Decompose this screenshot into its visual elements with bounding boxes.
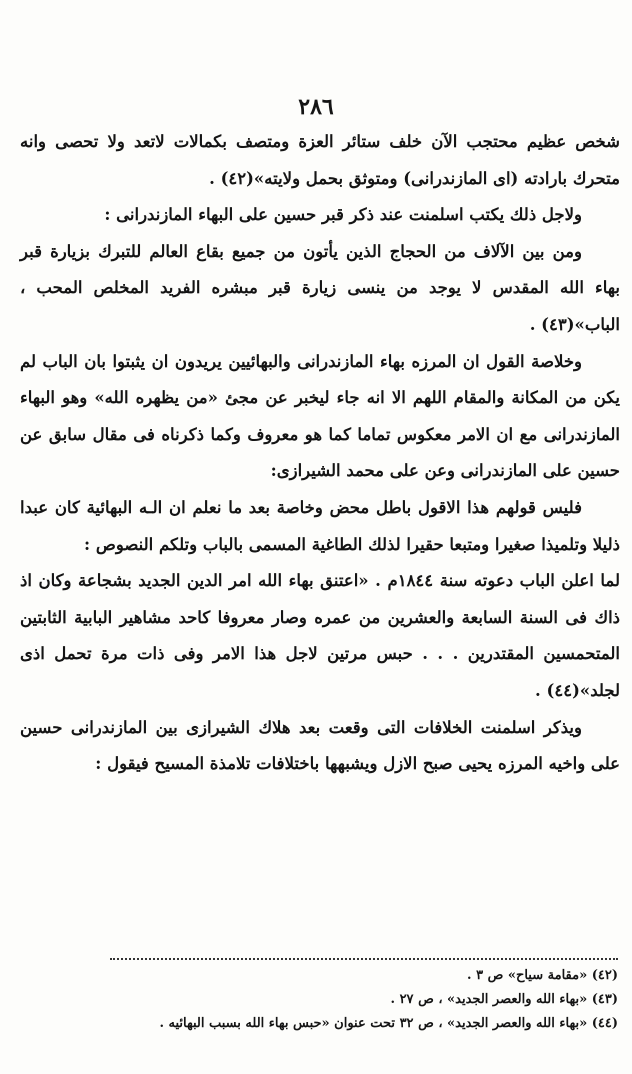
footnote: (٤٤) «بهاء الله والعصر الجديد» ، ص ٣٢ تحت عنوان «حبس بهاء الله بسبب البهائيه . — [159, 1016, 618, 1031]
paragraph: لما اعلن الباب دعوته سنة ١٨٤٤م . «اعتنق بهاء الله امر الدين الجديد بشجاعة وكان اذ ذاك فى السنة السابعة والعشرين من عمره وصار معروفا كاحد مشاهير البابية الثابتين المتحمسين المقتدرين . . . حبس مرتين لاجل هذا الامر وفى ذات مرة تحمل اذى لجلد»(٤٤) . — [20, 571, 620, 700]
paragraph: ويذكر اسلمنت الخلافات التى وقعت بعد هلاك الشيرازى بين المازندرانى حسين على واخيه المرزه يحيى صبح الازل ويشبهها باختلافات تلامذة المسيح فيقول : — [20, 717, 620, 774]
paragraph: شخص عظيم محتجب الآن خلف ستائر العزة ومتصف بكمالات لاتعد ولا تحصى وانه متحرك بارادته (اى المازندرانى) ومتوثق بحمل ولايته»(٤٢) . — [20, 132, 620, 188]
body-text — [20, 124, 620, 783]
paragraph: وخلاصة القول ان المرزه بهاء المازندرانى والبهائيين يريدون ان يثبتوا بان الباب لم يكن من المكانة والمقام اللهم الا انه جاء ليخبر عن مجئ «من يظهره الله» وهو البهاء المازندرانى مع ان الامر معكوس تماما كما هو معروف وكما ذكرناه فى مقال سابق عن حسين على المازندرانى وعن على محمد الشيرازى: — [20, 351, 620, 481]
paragraph: ولاجل ذلك يكتب اسلمنت عند ذكر قبر حسين على البهاء المازندرانى : — [104, 205, 582, 225]
footnote: (٤٢) «مقامة سياح» ص ٣ . — [467, 968, 618, 983]
paragraph: فليس قولهم هذا الاقول باطل محض وخاصة بعد ما نعلم ان الـه البهائية كان عبدا ذليلا وتلميذا صغيرا ومتبعا حقيرا لذلك الطاغية المسمى بالباب وتلكم النصوص : — [20, 497, 620, 554]
footnotes — [110, 958, 618, 1036]
page-number: ٢٨٦ — [298, 94, 334, 120]
paragraph: ومن بين الآلاف من الحجاج الذين يأتون من جميع بقاع العالم للتبرك بزيارة قبر بهاء الله المقدس لا يوجد من ينسى زيارة قبر مبشره الفريد المخلص المحب ، الباب»(٤٣) . — [20, 241, 620, 334]
footnote: (٤٣) «بهاء الله والعصر الجديد» ، ص ٢٧ . — [390, 992, 618, 1007]
